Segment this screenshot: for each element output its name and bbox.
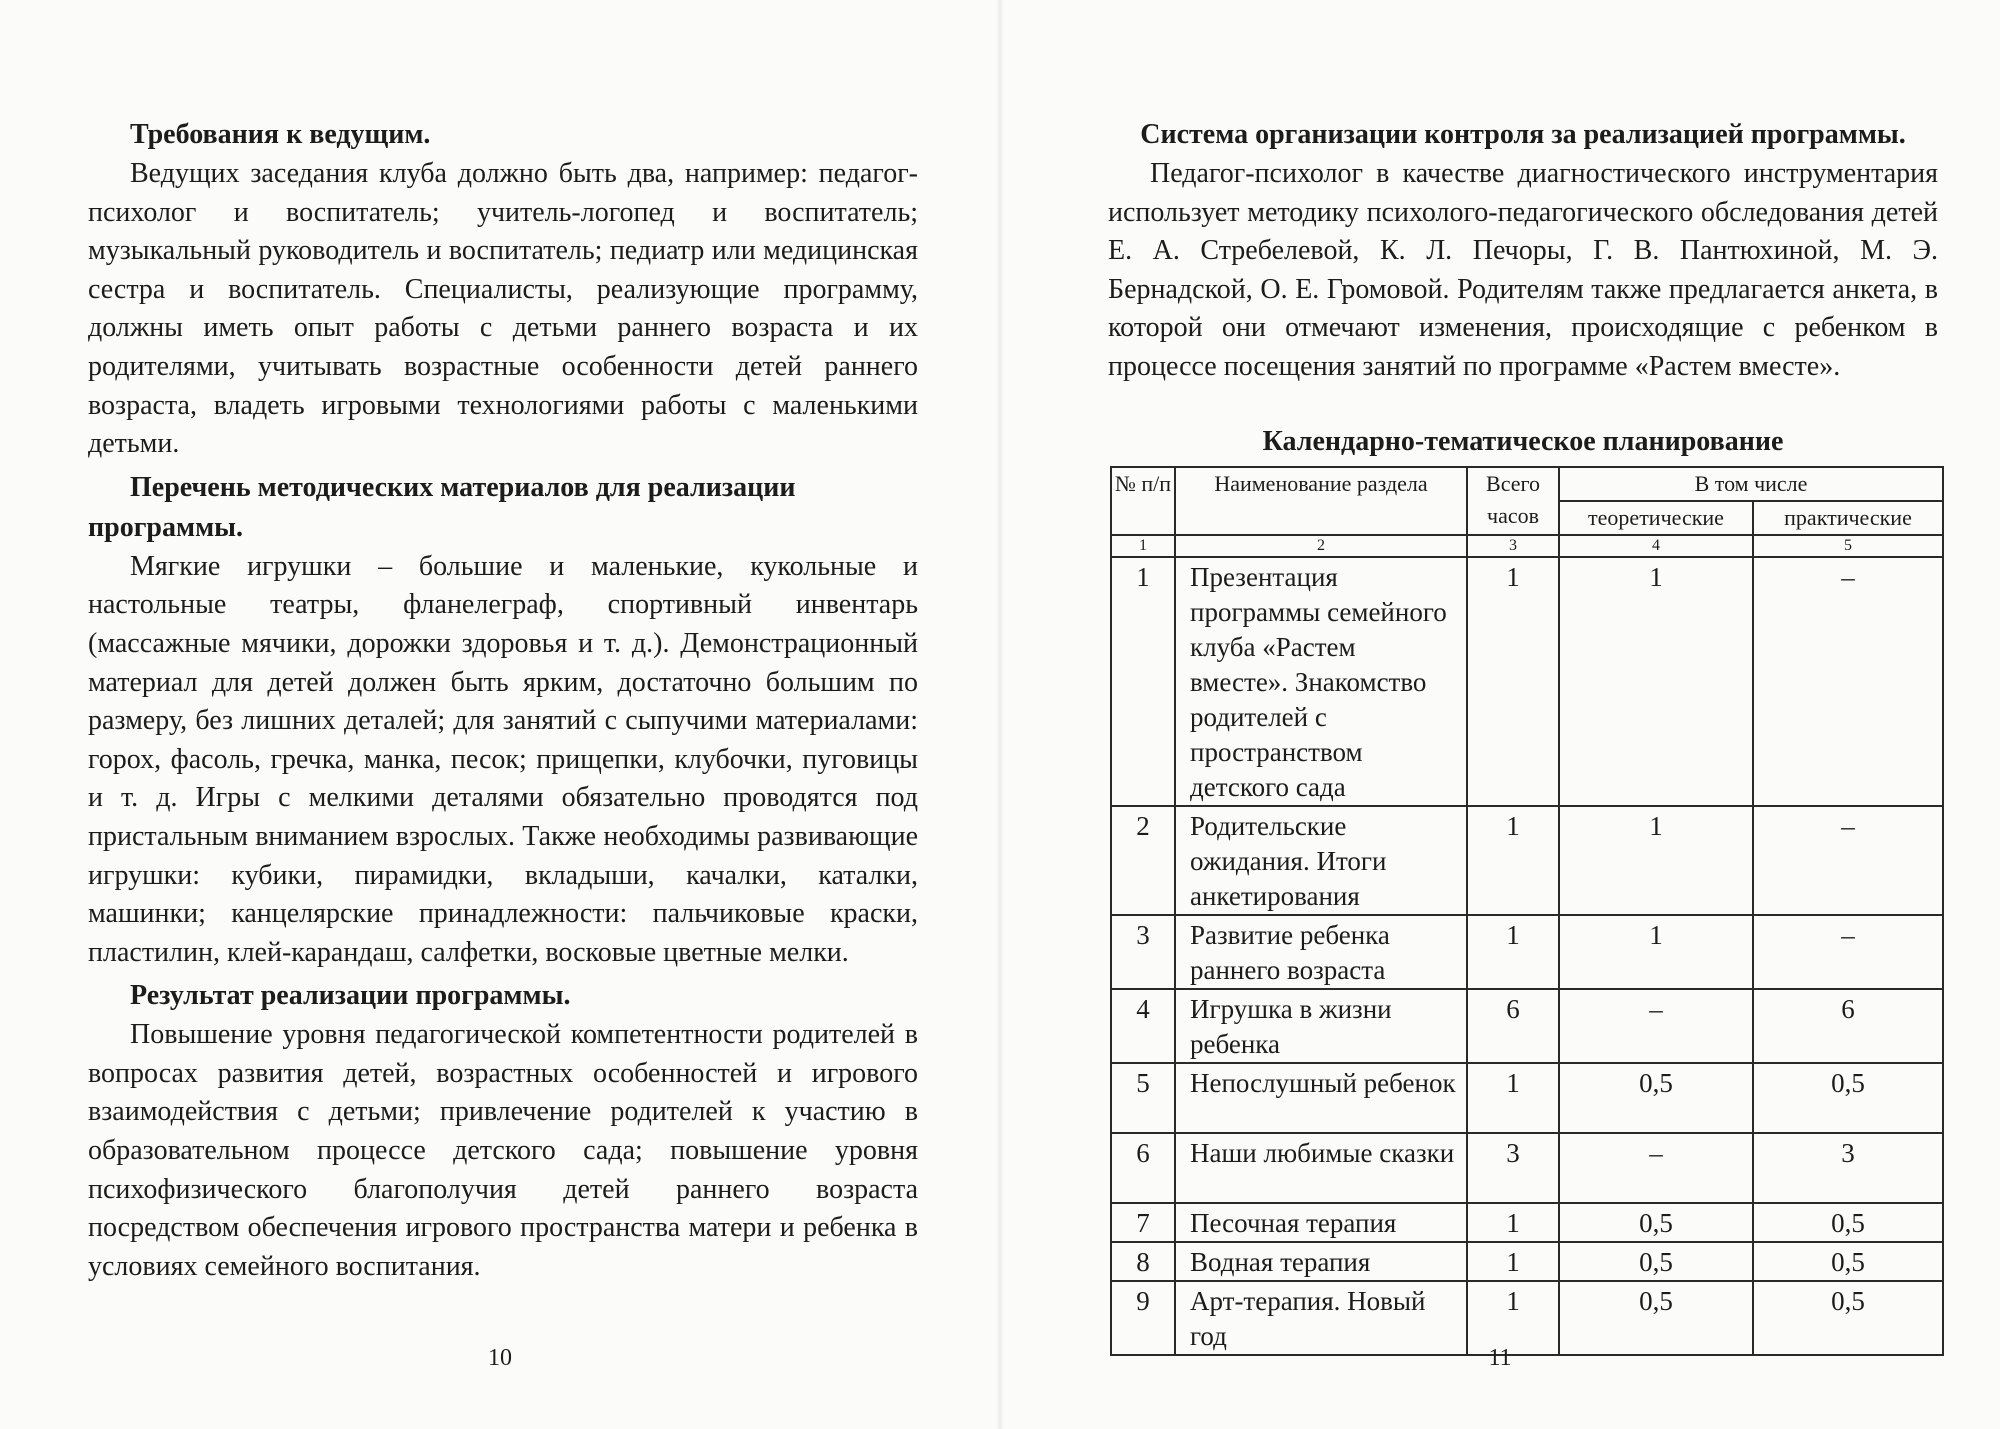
column-number: 3: [1467, 535, 1559, 557]
section-paragraph-materials: Мягкие игрушки – большие и маленькие, кукольные и настольные театры, фланелеграф, спортивный инвентарь (массажные мячики, дорожки здоровья и т. д.). Демонстрационный материал для детей должен быть ярким, достаточно большим по размеру, без лишних деталей; для занятий с сыпучими материалами: горох, фасоль, гречка, манка, песок; прищепки, клубочки, пуговицы и т. д. Игры с мелкими деталями обязательно проводятся под пристальным вниманием взрослых. Также необходимы развивающие игрушки: кубики, пирамидки, вкладыши, качалки, каталки, машинки; канцелярские принадлежности: пальчиковые краски, пластилин, клей-карандаш, салфетки, восковые цветные мелки.: [88, 550, 918, 968]
table-row: [1111, 989, 1943, 1063]
row-practice-hours: 0,5: [1753, 1242, 1943, 1281]
row-practice-hours: 0,5: [1753, 1063, 1943, 1133]
row-total-hours: 1: [1467, 915, 1559, 989]
row-total-hours: 1: [1467, 806, 1559, 915]
row-number: 9: [1111, 1281, 1175, 1355]
table-row: [1111, 1203, 1943, 1242]
row-practice-hours: 3: [1753, 1133, 1943, 1203]
row-total-hours: 1: [1467, 1281, 1559, 1355]
table-row: [1111, 1242, 1943, 1281]
row-theory-hours: –: [1559, 989, 1753, 1063]
row-number: 5: [1111, 1063, 1175, 1133]
page-number-right: 11: [1488, 1345, 1512, 1371]
column-number: 1: [1111, 535, 1175, 557]
row-theory-hours: 0,5: [1559, 1242, 1753, 1281]
row-section-name: Родительские ожидания. Итоги анкетирования: [1175, 806, 1467, 915]
column-number-row: [1111, 535, 1943, 557]
row-section-name: Непослушный ребенок: [1175, 1063, 1467, 1133]
row-number: 2: [1111, 806, 1175, 915]
row-theory-hours: –: [1559, 1133, 1753, 1203]
section-paragraph-results: Повышение уровня педагогической компетентности родителей в вопросах развития детей, возрастных особенностей и игрового взаимодействия с детьми; привлечение родителей к участию в образовательном процессе детского сада; повышение уровня психофизического благополучия детей раннего возраста посредством обеспечения игрового пространства матери и ребенка в условиях семейного воспитания.: [88, 1019, 918, 1282]
row-theory-hours: 0,5: [1559, 1063, 1753, 1133]
table-row: [1111, 1281, 1943, 1355]
row-total-hours: 6: [1467, 989, 1559, 1063]
table-row: [1111, 1133, 1943, 1203]
table-row: [1111, 557, 1943, 806]
section-paragraph-control: Педагог-психолог в качестве диагностического инструментария использует методику психолого-педагогического обследования детей Е. А. Стребелевой, К. Л. Печоры, Г. В. Пантюхиной, М. Э. Бернадской, О. Е. Громовой. Родителям также предлагается анкета, в которой они отмечают изменения, происходящие с ребенком в процессе посещения занятий по программе «Растем вместе».: [1108, 158, 1938, 382]
row-section-name: Развитие ребенка раннего возраста: [1175, 915, 1467, 989]
row-number: 6: [1111, 1133, 1175, 1203]
column-number: 5: [1753, 535, 1943, 557]
row-section-name: Наши любимые сказки: [1175, 1133, 1467, 1203]
row-theory-hours: 0,5: [1559, 1203, 1753, 1242]
header-total: Всего часов: [1467, 467, 1559, 535]
header-practice: практические: [1753, 501, 1943, 535]
table-title: Календарно-тематическое планирование: [1262, 426, 1784, 457]
row-section-name: Песочная терапия: [1175, 1203, 1467, 1242]
row-section-name: Игрушка в жизни ребенка: [1175, 989, 1467, 1063]
row-total-hours: 1: [1467, 1242, 1559, 1281]
planning-table: [1110, 466, 1944, 1356]
header-name: Наименование раздела: [1175, 467, 1467, 535]
column-number: 4: [1559, 535, 1753, 557]
row-practice-hours: –: [1753, 806, 1943, 915]
row-total-hours: 1: [1467, 1063, 1559, 1133]
row-total-hours: 3: [1467, 1133, 1559, 1203]
row-practice-hours: –: [1753, 557, 1943, 806]
page-number-left: 10: [488, 1345, 512, 1371]
column-number: 2: [1175, 535, 1467, 557]
row-total-hours: 1: [1467, 557, 1559, 806]
section-heading-results: Результат реализации программы.: [130, 980, 571, 1012]
left-page-body: [88, 115, 918, 1288]
row-section-name: Арт-терапия. Новый год: [1175, 1281, 1467, 1355]
row-number: 7: [1111, 1203, 1175, 1242]
header-including: В том числе: [1559, 467, 1943, 501]
row-number: 8: [1111, 1242, 1175, 1281]
row-number: 3: [1111, 915, 1175, 989]
row-practice-hours: 0,5: [1753, 1203, 1943, 1242]
row-theory-hours: 1: [1559, 915, 1753, 989]
row-number: 1: [1111, 557, 1175, 806]
table-header-row: [1111, 467, 1943, 501]
section-heading-materials: Перечень методических материалов для реализации программы.: [88, 471, 796, 543]
row-number: 4: [1111, 989, 1175, 1063]
section-heading-control: Система организации контроля за реализацией программы.: [1140, 119, 1906, 150]
table-row: [1111, 806, 1943, 915]
header-theory: теоретические: [1559, 501, 1753, 535]
table-row: [1111, 915, 1943, 989]
row-theory-hours: 1: [1559, 557, 1753, 806]
right-page-body: [1108, 115, 1938, 389]
table-row: [1111, 1063, 1943, 1133]
row-practice-hours: 6: [1753, 989, 1943, 1063]
row-theory-hours: 0,5: [1559, 1281, 1753, 1355]
section-heading-presenters: Требования к ведущим.: [130, 119, 431, 150]
table-body: [1111, 557, 1943, 1355]
right-page: [1000, 0, 2000, 1429]
header-num: № п/п: [1111, 467, 1175, 535]
row-section-name: Водная терапия: [1175, 1242, 1467, 1281]
row-theory-hours: 1: [1559, 806, 1753, 915]
row-total-hours: 1: [1467, 1203, 1559, 1242]
row-practice-hours: –: [1753, 915, 1943, 989]
row-section-name: Презентация программы семейного клуба «Растем вместе». Знакомство родителей с пространством детского сада: [1175, 557, 1467, 806]
section-paragraph-presenters: Ведущих заседания клуба должно быть два, например: педагог-психолог и воспитатель; учитель-логопед и воспитатель; музыкальный руководитель и воспитатель; педиатр или медицинская сестра и воспитатель. Специалисты, реализующие программу, должны иметь опыт работы с детьми раннего возраста и их родителями, учитывать возрастные особенности детей раннего возраста, владеть игровыми технологиями работы с маленькими детьми.: [88, 158, 918, 460]
row-practice-hours: 0,5: [1753, 1281, 1943, 1355]
